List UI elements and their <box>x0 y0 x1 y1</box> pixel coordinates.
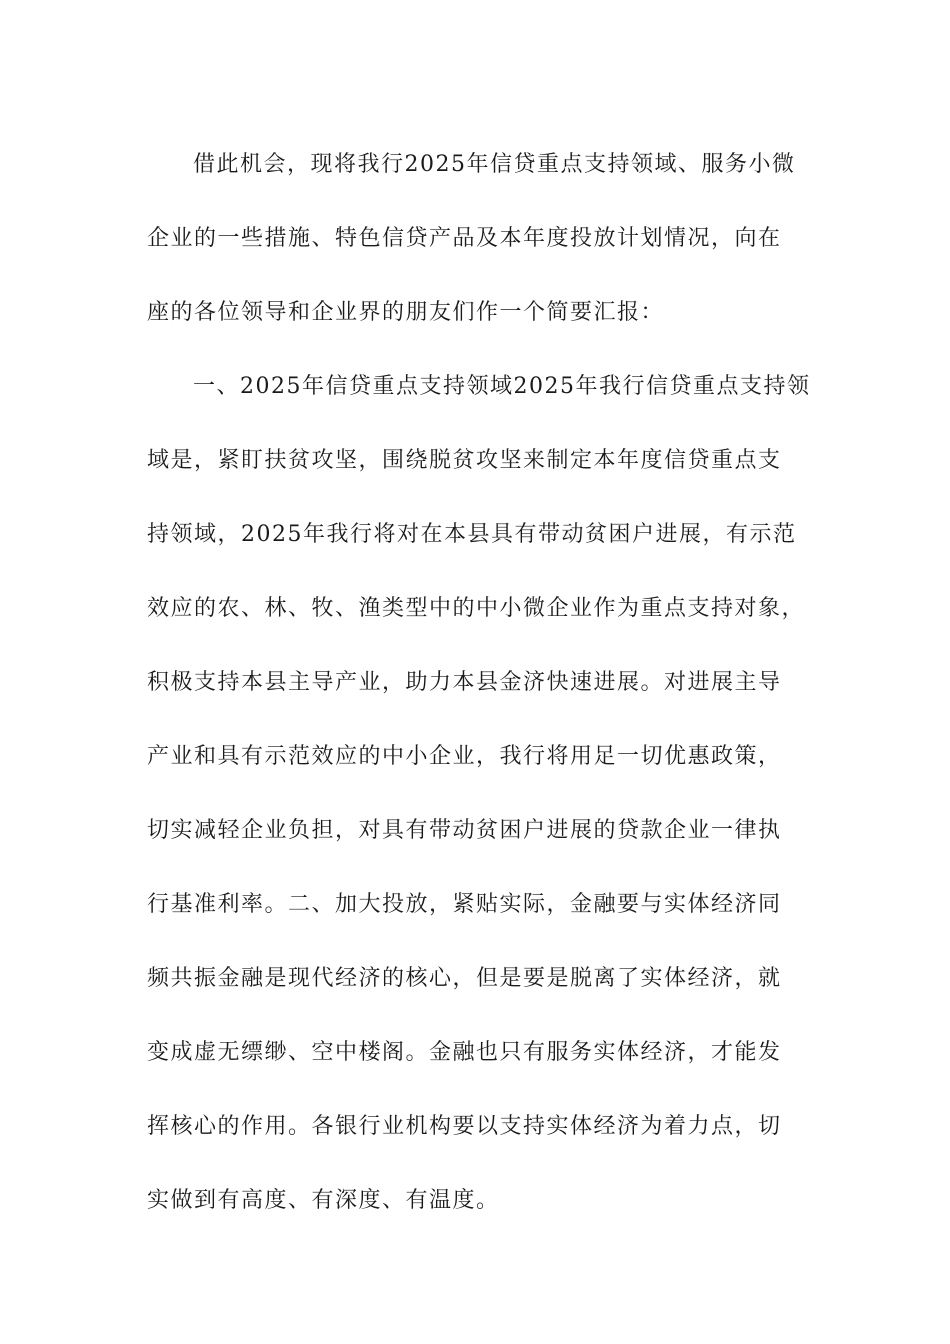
paragraph-2-line-2: 域是，紧盯扶贫攻坚，围绕脱贫攻坚来制定本年度信贷重点支 <box>147 448 782 473</box>
paragraph-2-line-5: 积极支持本县主导产业，助力本县金济快速进展。对进展主导 <box>147 670 782 695</box>
paragraph-1-line-1: 借此机会，现将我行2025年信贷重点支持领域、服务小微 <box>193 152 796 177</box>
paragraph-2-line-7: 切实减轻企业负担，对具有带动贫困户进展的贷款企业一律执 <box>147 818 782 843</box>
paragraph-1-line-2: 企业的一些措施、特色信贷产品及本年度投放计划情况，向在 <box>147 226 782 251</box>
paragraph-2-line-10: 变成虚无缥缈、空中楼阁。金融也只有服务实体经济，才能发 <box>147 1040 782 1065</box>
paragraph-2-line-9: 频共振金融是现代经济的核心，但是要是脱离了实体经济，就 <box>147 966 782 991</box>
paragraph-2-line-6: 产业和具有示范效应的中小企业，我行将用足一切优惠政策， <box>147 744 782 769</box>
paragraph-2-line-11: 挥核心的作用。各银行业机构要以支持实体经济为着力点，切 <box>147 1114 782 1139</box>
paragraph-2-line-1: 一、2025年信贷重点支持领域2025年我行信贷重点支持领 <box>193 374 811 399</box>
paragraph-2-line-8: 行基准利率。二、加大投放，紧贴实际，金融要与实体经济同 <box>147 892 782 917</box>
paragraph-2-line-4: 效应的农、林、牧、渔类型中的中小微企业作为重点支持对象， <box>147 596 806 621</box>
paragraph-2-line-3: 持领域，2025年我行将对在本县具有带动贫困户进展，有示范 <box>147 522 797 547</box>
paragraph-1-line-3: 座的各位领导和企业界的朋友们作一个简要汇报： <box>147 300 665 325</box>
body-text <box>147 128 811 1238</box>
paragraph-2-line-12: 实做到有高度、有深度、有温度。 <box>147 1188 500 1213</box>
